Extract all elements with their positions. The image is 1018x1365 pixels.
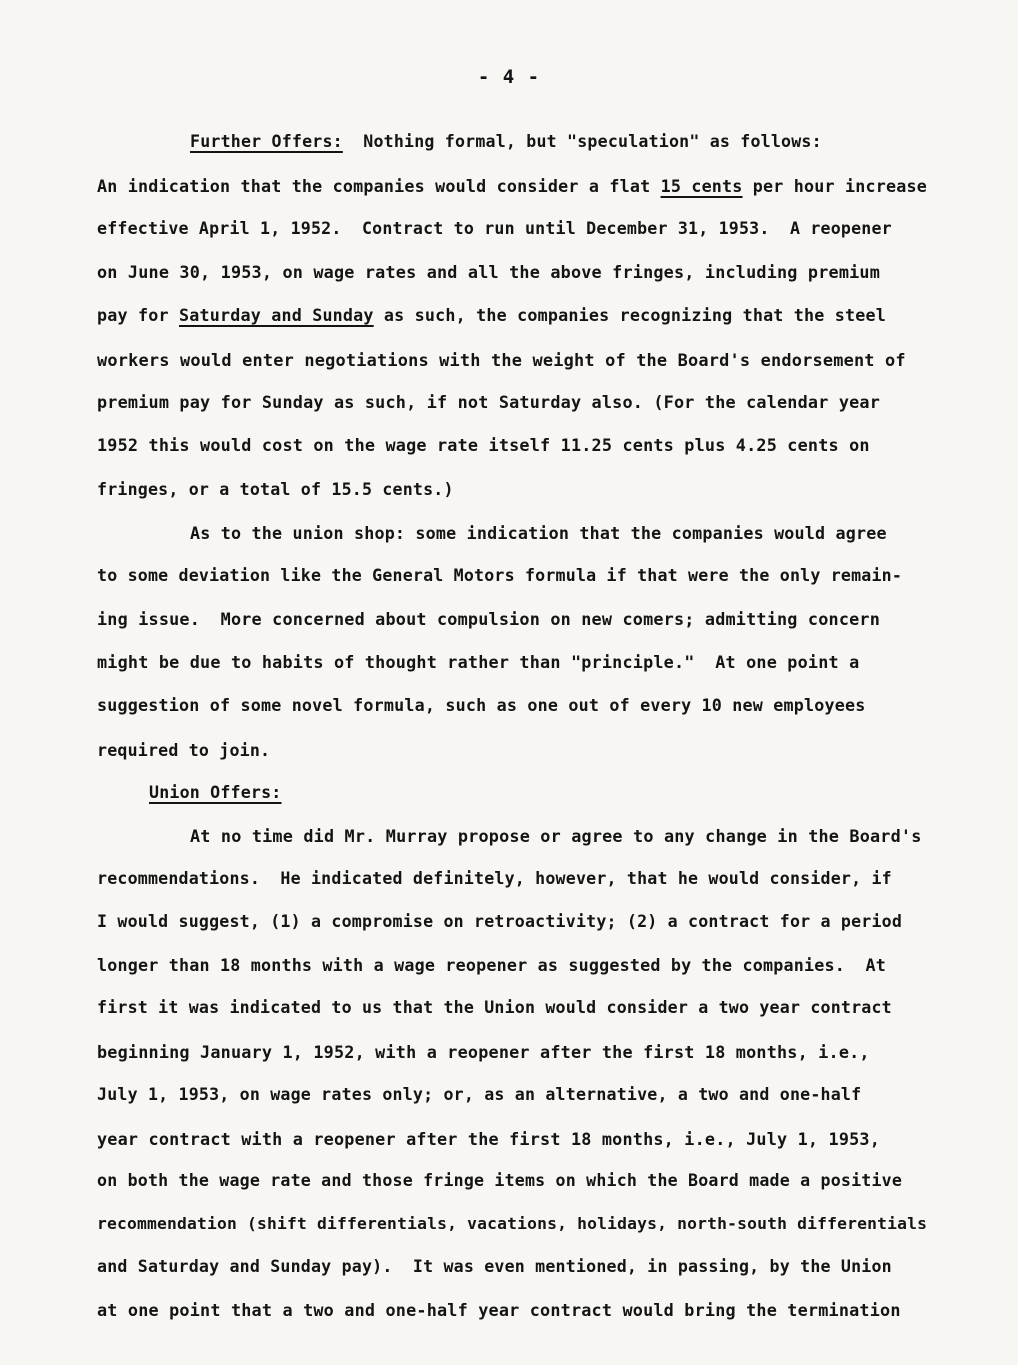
further-offers-line-5: workers would enter negotiations with the weight of the Board's endorsement of [97,350,906,370]
union-offers-line-4: longer than 18 months with a wage reopener as suggested by the companies. At [97,955,886,975]
union-shop-line-1: As to the union shop: some indication that the companies would agree [190,523,887,543]
union-offers-line-11: and Saturday and Sunday pay). It was even mentioned, in passing, by the Union [97,1257,892,1276]
union-offers-line-7: July 1, 1953, on wage rates only; or, as an alternative, a two and one-half [97,1085,862,1104]
further-offers-line-6: premium pay for Sunday as such, if not Saturday also. (For the calendar year [97,392,881,412]
union-offers-line-6: beginning January 1, 1952, with a reopener after the first 18 months, i.e., [97,1042,870,1062]
further-offers-line-2: effective April 1, 1952. Contract to run until December 31, 1953. A reopener [97,219,892,238]
further-offers-intro: Nothing formal, but "speculation" as follows: [363,132,822,151]
union-offers-line-8: year contract with a reopener after the first 18 months, i.e., July 1, 1953, [97,1129,881,1149]
further-offers-line-1 [97,175,927,197]
union-shop-line-6: required to join. [97,741,271,760]
union-shop-line-2: to some deviation like the General Motors formula if that were the only remain- [97,566,903,585]
union-offers-line-12: at one point that a two and one-half year contract would bring the termination [97,1300,901,1320]
union-shop-line-5: suggestion of some novel formula, such as one out of every 10 new employees [97,695,866,715]
union-offers-line-9: on both the wage rate and those fringe items on which the Board made a positive [97,1171,903,1190]
union-offers-line-3: I would suggest, (1) a compromise on retroactivity; (2) a contract for a period [97,912,903,931]
further-offers-line-7: 1952 this would cost on the wage rate itself 11.25 cents plus 4.25 cents on [97,435,870,455]
union-offers-line-10: recommendation (shift differentials, vacations, holidays, north-south differentials [97,1214,928,1233]
line-text: as such, the companies recognizing that the steel [373,305,887,325]
fifteen-cents-underlined: 15 cents [660,176,743,196]
further-offers-line-8: fringes, or a total of 15.5 cents.) [97,480,454,499]
union-shop-line-4: might be due to habits of thought rather than "principle." At one point a [97,652,860,672]
further-offers-line-0 [190,131,822,153]
further-offers-line-3: on June 30, 1953, on wage rates and all the above fringes, including premium [97,262,881,282]
union-offers-line-2: recommendations. He indicated definitely, however, that he would consider, if [97,869,892,888]
line-text: per hour increase [742,176,928,196]
union-offers-line-1: At no time did Mr. Murray propose or agree to any change in the Board's [190,826,922,846]
page-number: - 4 - [477,66,541,88]
union-offers-line-5: first it was indicated to us that the Union would consider a two year contract [97,998,892,1017]
union-shop-line-3: ing issue. More concerned about compulsion on new comers; admitting concern [97,609,881,629]
line-text: An indication that the companies would consider a flat [97,176,661,196]
saturday-sunday-underlined: Saturday and Sunday [178,305,374,325]
further-offers-line-4 [97,304,886,326]
line-text: pay for [97,305,179,325]
union-offers-heading: Union Offers: [149,783,282,802]
further-offers-heading: Further Offers: [190,132,343,151]
